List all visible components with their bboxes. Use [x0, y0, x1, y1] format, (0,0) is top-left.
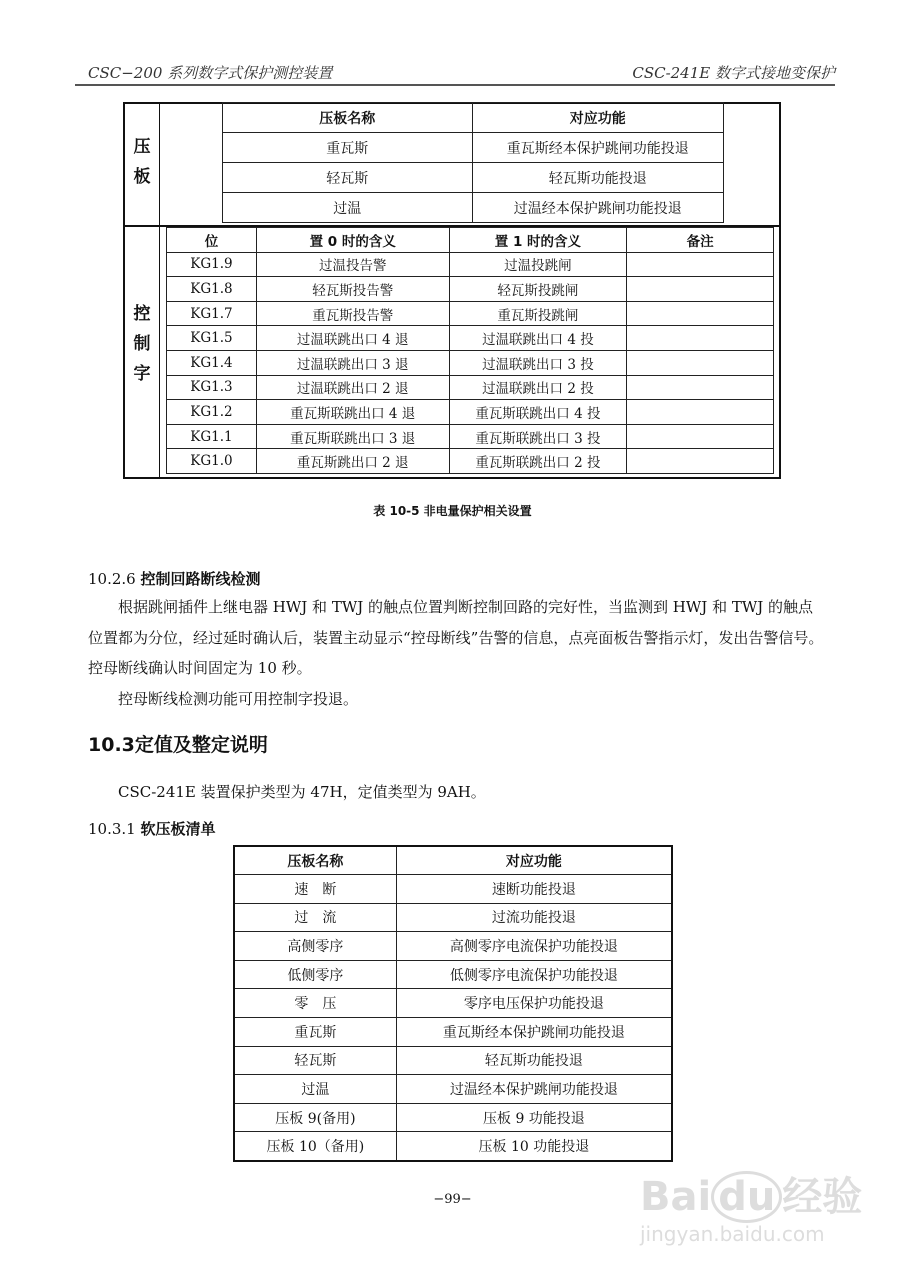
paragraph: CSC-241E 装置保护类型为 47H，定值类型为 9AH。 — [118, 783, 486, 801]
table-cell: 轻瓦斯投告警 — [256, 277, 449, 302]
table-cell: 轻瓦斯投跳闸 — [449, 277, 627, 302]
table-cell: 速断功能投退 — [396, 875, 672, 904]
table-cell: 过 流 — [234, 903, 396, 932]
table-cell: 低侧零序电流保护功能投退 — [396, 960, 672, 989]
table-row — [234, 1132, 672, 1161]
table-cell: 重瓦斯联跳出口 3 退 — [256, 424, 449, 449]
table-cell: 过温联跳出口 2 投 — [449, 375, 627, 400]
table-header-row — [223, 103, 724, 133]
table-row — [223, 133, 724, 163]
table-cell: KG1.8 — [167, 277, 257, 302]
section-title: 软压板清单 — [140, 820, 216, 838]
section-number: 10.2.6 — [88, 570, 136, 588]
table-cell — [627, 301, 774, 326]
table-row — [234, 960, 672, 989]
table-row — [234, 1046, 672, 1075]
section-heading-10-3-1 — [88, 818, 216, 839]
table-row — [167, 424, 774, 449]
table-cell: 重瓦斯经本保护跳闸功能投退 — [472, 133, 724, 163]
paragraph: 控母断线检测功能可用控制字投退。 — [118, 690, 359, 708]
section-title: 控制回路断线检测 — [140, 570, 261, 588]
table-cell: 重瓦斯 — [223, 133, 473, 163]
table-cell: 过温 — [223, 193, 473, 223]
table-cell: 重瓦斯经本保护跳闸功能投退 — [396, 1018, 672, 1047]
table-row — [234, 1018, 672, 1047]
header-rule — [75, 84, 835, 86]
table-cell: KG1.1 — [167, 424, 257, 449]
table-row — [167, 400, 774, 425]
column-header: 对应功能 — [472, 103, 724, 133]
table-cell — [627, 449, 774, 474]
table-row — [234, 932, 672, 961]
table-row — [167, 326, 774, 351]
table-cell: 轻瓦斯功能投退 — [472, 163, 724, 193]
column-header: 压板名称 — [234, 846, 396, 875]
table-cell — [627, 350, 774, 375]
table-cell: KG1.2 — [167, 400, 257, 425]
table-cell — [627, 400, 774, 425]
table-cell: 过温联跳出口 2 退 — [256, 375, 449, 400]
table-row — [167, 350, 774, 375]
control-word-table — [166, 227, 774, 474]
table-cell: KG1.3 — [167, 375, 257, 400]
table-cell: 压板 9 功能投退 — [396, 1103, 672, 1132]
table-cell: 压板 10 功能投退 — [396, 1132, 672, 1161]
column-header: 备注 — [627, 228, 774, 253]
table-cell: 高侧零序 — [234, 932, 396, 961]
table-cell: 过温 — [234, 1075, 396, 1104]
table-cell: 重瓦斯投跳闸 — [449, 301, 627, 326]
table-cell: 速 断 — [234, 875, 396, 904]
table-caption: 表 10-5 非电量保护相关设置 — [373, 504, 532, 518]
header-right: CSC-241E 数字式接地变保护 — [632, 64, 835, 82]
plate-label: 压板 — [133, 137, 151, 187]
table-row — [234, 1075, 672, 1104]
table-cell: 重瓦斯跳出口 2 退 — [256, 449, 449, 474]
section-heading-10-2-6 — [88, 568, 261, 589]
watermark-logo: Bai du 经验 jingyan.baidu.com — [640, 1165, 862, 1246]
table-cell: 零序电压保护功能投退 — [396, 989, 672, 1018]
table-row — [223, 193, 724, 223]
table-row — [223, 163, 724, 193]
table-cell: KG1.4 — [167, 350, 257, 375]
table-cell: 过温投跳闸 — [449, 252, 627, 277]
table-header-row — [167, 228, 774, 253]
table-cell — [627, 252, 774, 277]
table-cell: 重瓦斯联跳出口 4 投 — [449, 400, 627, 425]
divider — [159, 104, 160, 477]
table-cell — [627, 375, 774, 400]
soft-plate-table — [233, 845, 673, 1162]
table-header-row — [234, 846, 672, 875]
table-cell: 过温经本保护跳闸功能投退 — [472, 193, 724, 223]
table-cell: 过温联跳出口 3 投 — [449, 350, 627, 375]
control-word-label: 控制字 — [133, 304, 151, 384]
table-cell: 零 压 — [234, 989, 396, 1018]
table-cell — [627, 326, 774, 351]
table-cell: 轻瓦斯 — [223, 163, 473, 193]
column-header: 置 0 时的含义 — [256, 228, 449, 253]
table-cell: 过温联跳出口 4 投 — [449, 326, 627, 351]
table-cell — [627, 277, 774, 302]
column-header: 对应功能 — [396, 846, 672, 875]
table-cell: 过流功能投退 — [396, 903, 672, 932]
table-row — [167, 252, 774, 277]
table-cell: 过温联跳出口 3 退 — [256, 350, 449, 375]
table-row — [234, 903, 672, 932]
table-cell: KG1.9 — [167, 252, 257, 277]
table-cell: 压板 10（备用) — [234, 1132, 396, 1161]
table-10-5 — [123, 102, 781, 479]
table-row — [167, 301, 774, 326]
section-number: 10.3.1 — [88, 820, 136, 838]
table-cell: 重瓦斯联跳出口 2 投 — [449, 449, 627, 474]
table-row — [167, 375, 774, 400]
table-row — [234, 1103, 672, 1132]
table-cell: 低侧零序 — [234, 960, 396, 989]
table-cell: KG1.7 — [167, 301, 257, 326]
table-cell: 重瓦斯投告警 — [256, 301, 449, 326]
table-cell: 过温投告警 — [256, 252, 449, 277]
table-cell: KG1.5 — [167, 326, 257, 351]
column-header: 位 — [167, 228, 257, 253]
plate-table — [222, 102, 724, 223]
table-row — [167, 277, 774, 302]
table-cell: 高侧零序电流保护功能投退 — [396, 932, 672, 961]
table-cell: 过温联跳出口 4 退 — [256, 326, 449, 351]
table-cell: 重瓦斯联跳出口 4 退 — [256, 400, 449, 425]
table-cell — [627, 424, 774, 449]
column-header: 置 1 时的含义 — [449, 228, 627, 253]
header-left: CSC−200 系列数字式保护测控装置 — [88, 64, 333, 82]
page-number: −99− — [433, 1192, 472, 1207]
table-cell: 过温经本保护跳闸功能投退 — [396, 1075, 672, 1104]
table-cell: 重瓦斯 — [234, 1018, 396, 1047]
column-header: 压板名称 — [223, 103, 473, 133]
table-cell: 重瓦斯联跳出口 3 投 — [449, 424, 627, 449]
table-cell: 压板 9(备用) — [234, 1103, 396, 1132]
table-cell: KG1.0 — [167, 449, 257, 474]
table-row — [234, 875, 672, 904]
table-row — [234, 989, 672, 1018]
table-row — [167, 449, 774, 474]
table-cell: 轻瓦斯功能投退 — [396, 1046, 672, 1075]
paragraph: 根据跳闸插件上继电器 HWJ 和 TWJ 的触点位置判断控制回路的完好性，当监测到 HWJ 和 TWJ 的触点位置都为分位，经过延时确认后，装置主动显示“控母断线”告警的信息，点亮面板告警指示灯，发出告警信号。控母断线确认时间固定为 10 秒。 — [88, 598, 824, 677]
table-cell: 轻瓦斯 — [234, 1046, 396, 1075]
section-heading-10-3: 10.3定值及整定说明 — [88, 734, 268, 756]
